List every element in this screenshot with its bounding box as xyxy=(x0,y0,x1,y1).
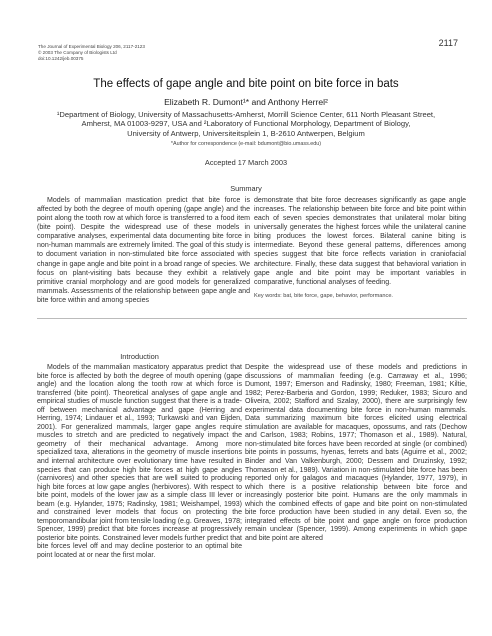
correspondence-note: *Author for correspondence (e-mail: bdumont@bio.umass.edu) xyxy=(170,141,322,147)
journal-info xyxy=(38,44,298,62)
introduction-text-right xyxy=(245,364,467,543)
summary-heading: Summary xyxy=(230,184,262,193)
summary-paragraph: demonstrate that bite force decreases significantly as gape angle increases. The relationship between bite force and bite point within each of seven species demonstrates that unilateral molar biting universally generates the highest forces while the unilateral canine biting produces the lowest forces. Bilateral canine biting is intermediate. Beyond these general patterns, differences among species suggest that bite force reflects variation in craniofacial architecture. Finally, these data suggest that behavioral variation in gape angle and bite point may be important variables in comparative, functional analyses of feeding. xyxy=(254,197,466,286)
introduction-heading: Introduction xyxy=(120,352,159,361)
affiliation-line: Amherst, MA 01003-9297, USA and ²Laboratory of Functional Morphology, Department of Biology, xyxy=(81,119,411,129)
section-divider xyxy=(37,318,467,319)
journal-copyright: © 2003 The Company of Biologists Ltd xyxy=(38,50,117,55)
journal-citation: The Journal of Experimental Biology 206, 2117-2123 xyxy=(38,44,145,49)
accepted-date: Accepted 17 March 2003 xyxy=(204,158,288,167)
keywords: Key words: bat, bite force, gape, behavior, performance. xyxy=(254,293,393,299)
summary-text-left xyxy=(37,196,250,305)
introduction-paragraph: Despite the widespread use of these models and predictions in discussions of mammalian feeding (e.g. Carraway et al., 1996; Dumont, 1997; Emerson and Radinsky, 1980; Freeman, 1981; Kiltie, 1982; Perez-Barberia and Gordon, 1999; Reduker, 1983; Sicuro and Oliveira, 2002; Stafford and Szalay, 2000), there are surprisingly few experimental data documenting bite force in non-human mammals. Data summarizing maximum bite forces elicited using electrical stimulation are available for macaques, opossums, and rats (Dechow and Carlson, 1983; Robins, 1977; Thomason et al., 1989). Natural, non-stimulated bite forces have been recorded at single (or combined) bite points in possums, hyenas, ferrets and bats (Aguirre et al., 2002; Binder and Van Valkenburgh, 2000; Dessem and Druzinsky, 1992; Thomason et al., 1989). Variation in non-stimulated bite force has been reported only for galagos and macaques (Hylander, 1977, 1979), in which there is a positive relationship between bite force and increasingly posterior bite point. Humans are the only mammals in which the combined effects of gape and bite point on non-stimulated bite force production have been studied in any detail. Even so, the integrated effects of bite point and gape angle on force production remain unclear (Spencer, 1999). Among experiments in which gape and bite point are altered xyxy=(245,364,467,542)
paper-title: The effects of gape angle and bite point on bite force in bats xyxy=(93,78,399,90)
affiliation-line: ¹Department of Biology, University of Massachusetts-Amherst, Morrill Science Center, 611 North Pleasant Street, xyxy=(56,110,436,119)
introduction-text-left xyxy=(37,364,242,561)
page-number: 2117 xyxy=(438,38,458,48)
paper-authors: Elizabeth R. Dumont¹* and Anthony Herrel² xyxy=(164,97,328,107)
summary-text-right xyxy=(254,196,466,287)
introduction-paragraph: Models of the mammalian masticatory apparatus predict that bite force is affected by both the degree of mouth opening (gape angle) and the location along the tooth row at which force is transferred (bite point). Theoretical analyses of gape angle and empirical studies of muscle function suggest that there is a trade-off between mechanical advantage and gape (Herring and Herring, 1974; Lindauer et al., 1993; Turkawski and van Eijden, 2001). For generalized mammals, larger gape angles require muscles to stretch and are predicted to negatively impact the geometry of their mechanical advantage. Among more specialized taxa, alterations in the geometry of muscle insertions and internal architecture over evolutionary time have resulted in species that can produce high bite forces at high gape angles (carnivores) and other species that are well suited to producing high bite forces at low gape angles (herbivores). With respect to bite point, models of the lower jaw as a simple class III lever or beam (e.g. Hylander, 1975; Radinsky, 1981; Weishampel, 1993) and constrained lever models that focus on protecting the temporomandibular joint from tensile loading (e.g. Greaves, 1978; Spencer, 1999) predict that bite forces increase at progressively posterior bite points. Constrained lever models further predict that bite forces level off and may decline posterior to an optimal bite point located at or near the first molar. xyxy=(37,364,242,560)
affiliations xyxy=(30,110,462,138)
summary-paragraph: Models of mammalian mastication predict that bite force is affected by both the degree of mouth opening (gape angle) and the point along the tooth row at which force is transferred to a food item (bite point). Despite the widespread use of these models in comparative analyses, experimental data documenting bite force in non-human mammals are extremely limited. The goal of this study is to document variation in non-stimulated bite force associated with change in gape angle and bite point in a broad range of species. We focus on plant-visiting bats because they exhibit a relatively primitive cranial morphology and are good models for generalized mammals. Assessments of the relationship between gape angle and bite force within and among species xyxy=(37,197,250,304)
affiliation-line: University of Antwerp, Universiteitsplein 1, B-2610 Antwerpen, Belgium xyxy=(127,128,365,138)
journal-doi: doi:10.1242/jeb.00375 xyxy=(38,56,84,61)
